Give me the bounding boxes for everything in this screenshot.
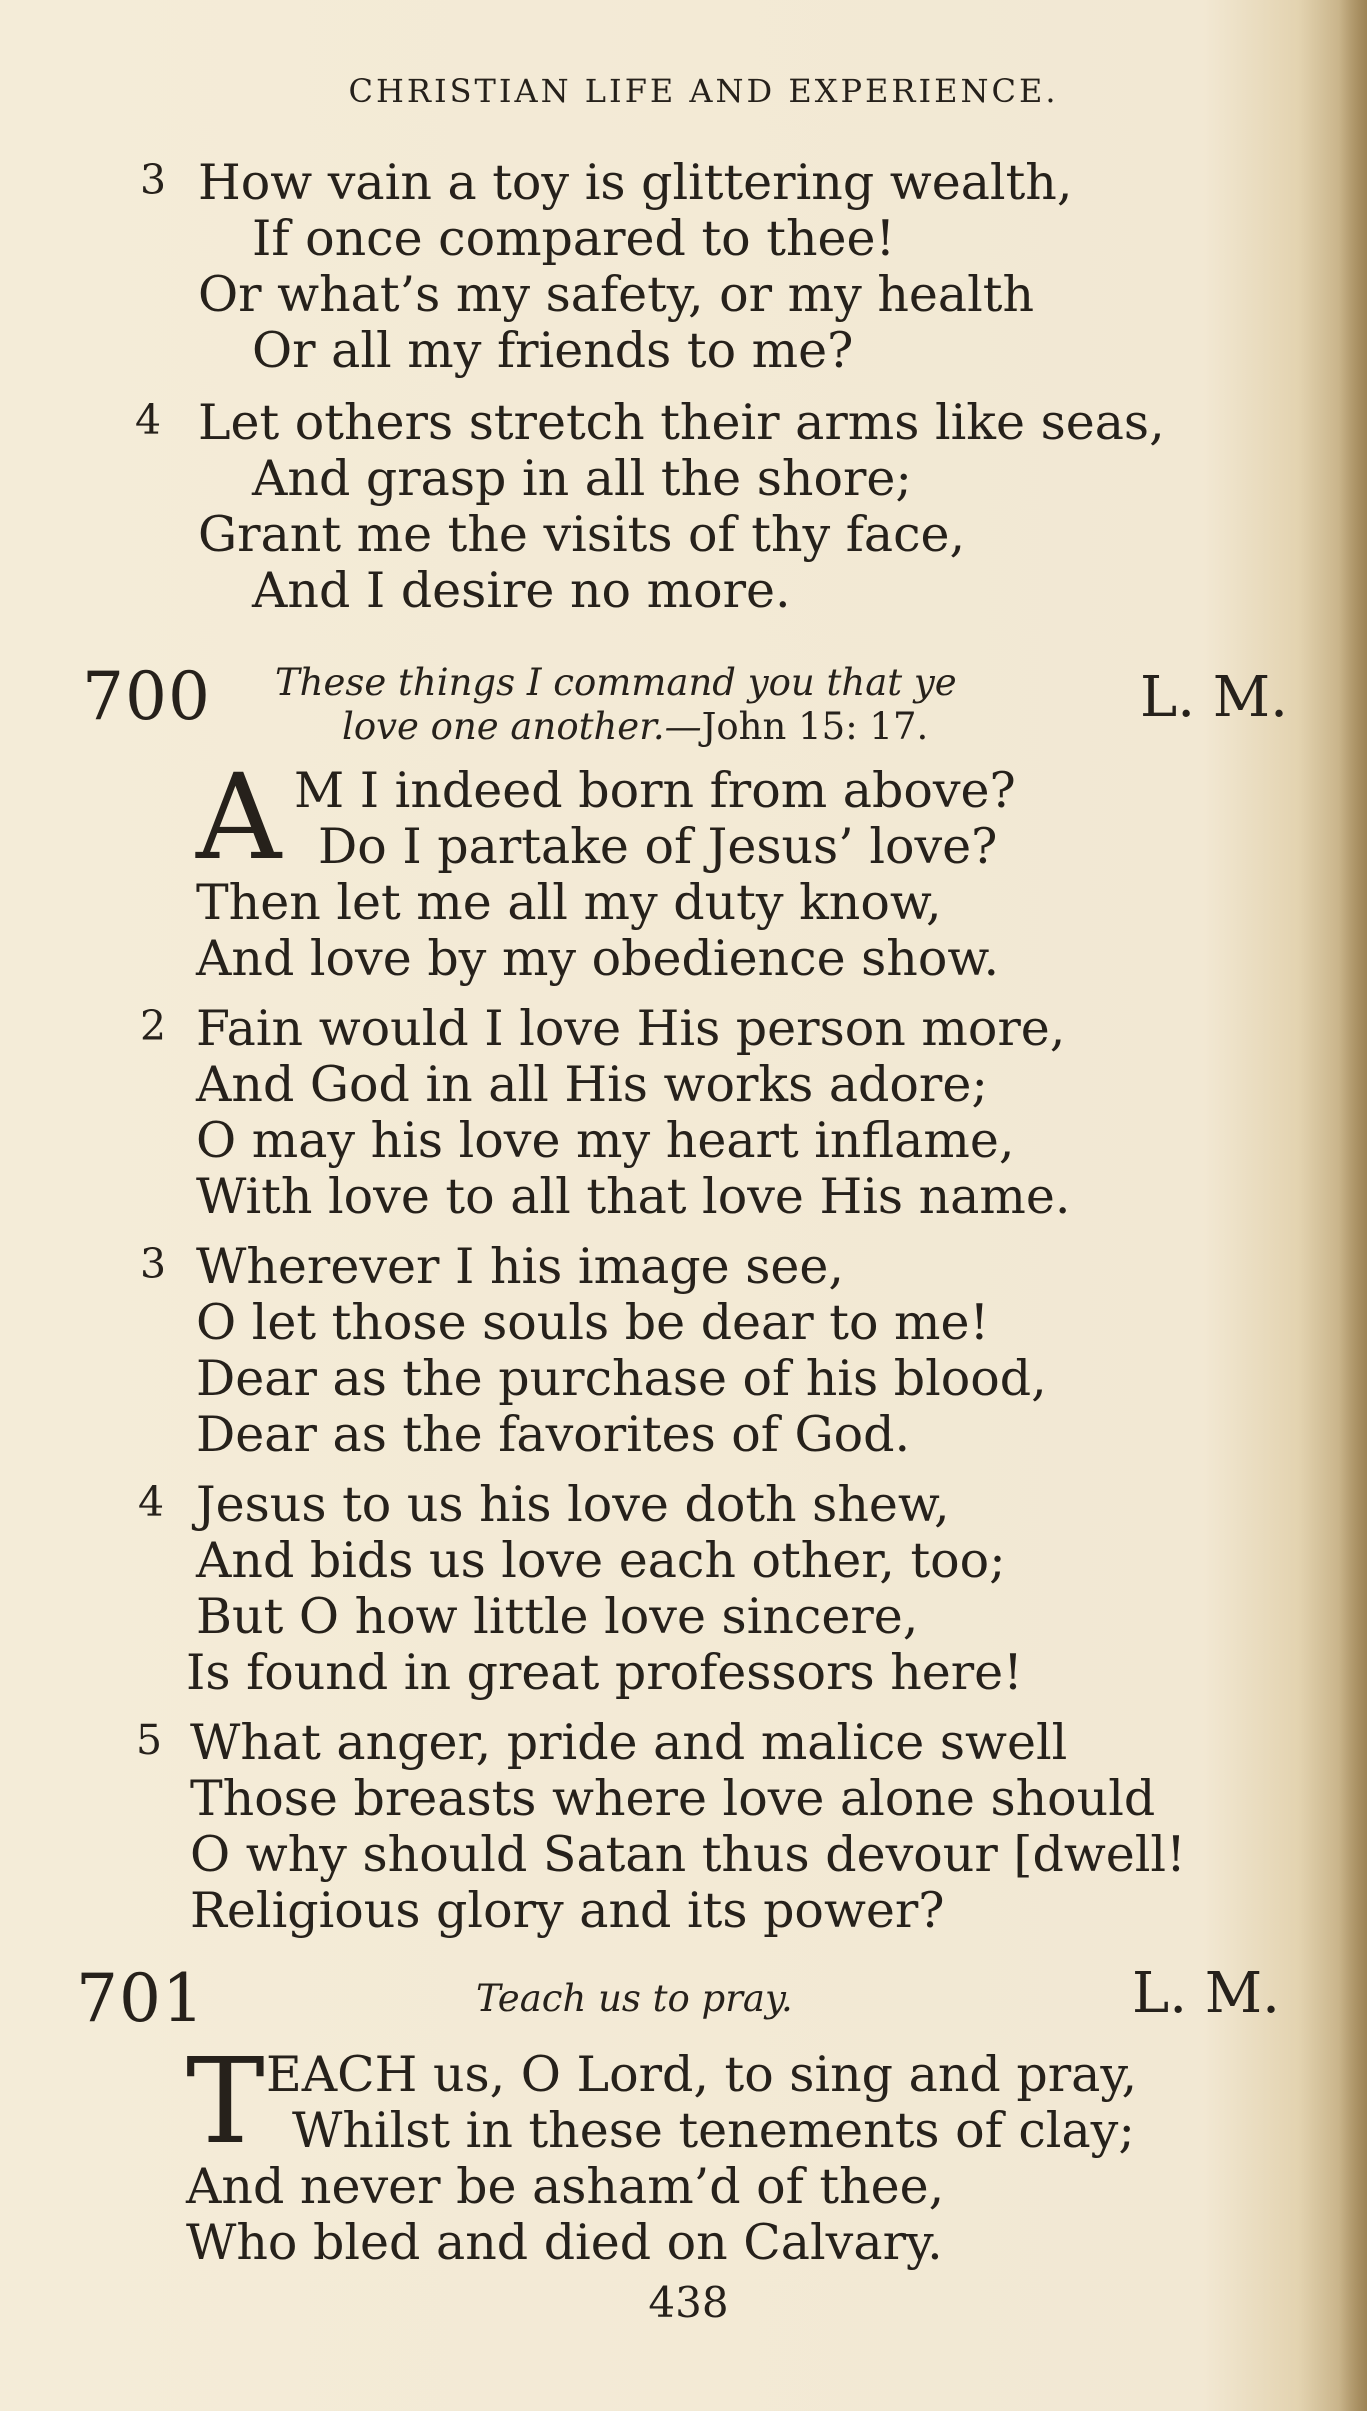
page-number: 438 — [648, 2278, 729, 2327]
stanza-number: 4 — [138, 1478, 165, 1526]
verse-line: Do I partake of Jesus’ love? — [318, 818, 998, 875]
hymn-number: 700 — [82, 658, 211, 735]
drop-cap: T — [186, 2032, 265, 2170]
verse-line: Let others stretch their arms like seas, — [198, 394, 1165, 451]
page-edge-shadow — [1339, 0, 1367, 2411]
verse-line: And grasp in all the shore; — [252, 450, 912, 507]
stanza-number: 2 — [140, 1002, 167, 1050]
verse-line: Who bled and died on Calvary. — [186, 2214, 943, 2271]
verse-line: Dear as the favorites of God. — [196, 1406, 911, 1463]
verse-line: Grant me the visits of thy face, — [198, 506, 966, 563]
verse-line: Jesus to us his love doth shew, — [196, 1476, 950, 1533]
verse-line: How vain a toy is glittering wealth, — [198, 154, 1073, 211]
verse-line: With love to all that love His name. — [196, 1168, 1071, 1225]
verse-line: Those breasts where love alone should — [190, 1770, 1156, 1827]
hymn-number: 701 — [76, 1960, 205, 2037]
scripture-reference: John 15: 17. — [701, 705, 929, 748]
hymn-title: These things I command you that ye — [275, 661, 957, 704]
hymn-title: Teach us to pray. — [476, 1977, 793, 2020]
verse-line: O let those souls be dear to me! — [196, 1294, 990, 1351]
stanza-number: 5 — [136, 1716, 163, 1764]
verse-line: And love by my obedience show. — [196, 930, 1000, 987]
verse-line: EACH us, O Lord, to sing and pray, — [266, 2046, 1138, 2103]
verse-line: And God in all His works adore; — [196, 1056, 988, 1113]
stanza-number: 3 — [140, 156, 167, 204]
stanza-number: 4 — [135, 396, 162, 444]
verse-line: O why should Satan thus devour [dwell! — [190, 1826, 1186, 1883]
verse-line: Is found in great professors here! — [186, 1644, 1023, 1701]
drop-cap: A — [196, 748, 282, 886]
running-header: CHRISTIAN LIFE AND EXPERIENCE. — [348, 72, 1059, 110]
hymn-meter: L. M. — [1132, 1961, 1280, 2026]
verse-line: Then let me all my duty know, — [196, 874, 942, 931]
hymn-title-line2: love one another.—John 15: 17. — [342, 705, 929, 748]
verse-line: Or what’s my safety, or my health — [198, 266, 1035, 323]
verse-line: O may his love my heart inflame, — [196, 1112, 1015, 1169]
verse-line: And bids us love each other, too; — [196, 1532, 1006, 1589]
hymn-meter: L. M. — [1140, 665, 1288, 730]
verse-line: Dear as the purchase of his blood, — [196, 1350, 1047, 1407]
verse-line: Fain would I love His person more, — [196, 1000, 1066, 1057]
verse-line: Wherever I his image see, — [196, 1238, 844, 1295]
verse-line: Religious glory and its power? — [190, 1882, 945, 1939]
verse-line: Whilst in these tenements of clay; — [292, 2102, 1135, 2159]
stanza-number: 3 — [140, 1240, 167, 1288]
verse-line: M I indeed born from above? — [294, 762, 1016, 819]
verse-line: Or all my friends to me? — [252, 322, 854, 379]
verse-line: If once compared to thee! — [252, 210, 896, 267]
verse-line: What anger, pride and malice swell — [190, 1714, 1068, 1771]
verse-line: But O how little love sincere, — [196, 1588, 919, 1645]
verse-line: And I desire no more. — [252, 562, 791, 619]
verse-line: And never be asham’d of thee, — [186, 2158, 945, 2215]
